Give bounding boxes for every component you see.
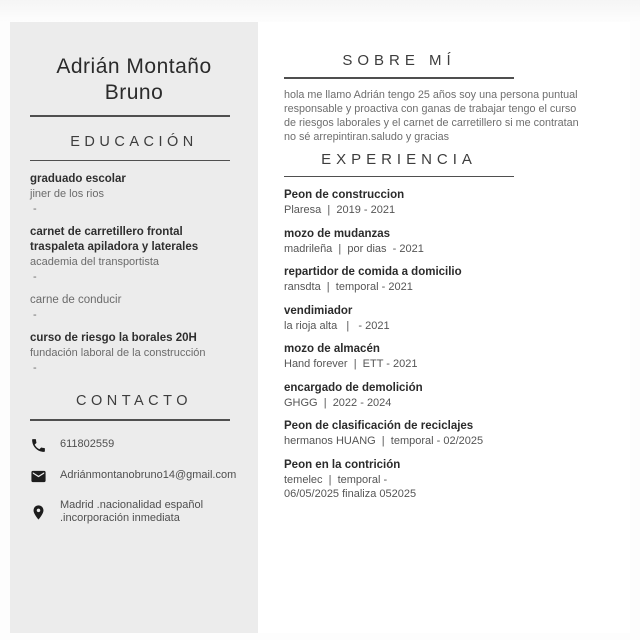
candidate-name: Adrián Montaño Bruno: [56, 55, 212, 104]
experience-detail: Plaresa | 2019 - 2021: [284, 204, 396, 216]
sidebar: [10, 22, 258, 633]
contact-phone-row: [30, 437, 238, 454]
experience-role: Peon de clasificación de reciclajes: [284, 420, 474, 432]
contact-location-line1: Madrid .nacionalidad español: [60, 498, 204, 511]
education-list: [30, 172, 238, 376]
education-entry-title: graduado escolar: [30, 173, 126, 185]
education-entry-subtitle: academia del transportista: [30, 256, 160, 268]
experience-section-title: EXPERIENCIA: [321, 150, 477, 168]
experience-entry: [284, 265, 630, 295]
experience-entry: [284, 419, 630, 449]
experience-detail-line2: 06/05/2025 finaliza 052025: [284, 488, 417, 500]
education-entry: [30, 293, 238, 323]
contact-location-row: [30, 499, 238, 526]
education-entry: [30, 172, 238, 217]
education-entry-note: -: [33, 362, 37, 374]
education-entry-note: -: [33, 203, 37, 215]
resume-sheet: [10, 22, 630, 633]
experience-list: [284, 188, 630, 502]
education-entry-title: carne de conducir: [30, 294, 122, 306]
contact-phone-value: 611802559: [60, 438, 115, 451]
experience-role: Peon de construccion: [284, 189, 405, 201]
experience-entry: [284, 381, 630, 411]
education-section-title: EDUCACIÓN: [70, 133, 198, 150]
experience-entry: [284, 304, 630, 334]
education-entry: [30, 331, 238, 376]
contact-location-value: [60, 499, 203, 526]
experience-detail: hermanos HUANG | temporal - 02/2025: [284, 435, 484, 447]
contact-section-title: CONTACTO: [75, 393, 193, 409]
education-entry: [30, 225, 238, 285]
name-underline: [30, 115, 230, 117]
education-entry-title: carnet de carretillero frontal traspaleta apiladora y laterales: [30, 226, 199, 253]
contact-email-value: Adriánmontanobruno14@gmail.com: [60, 469, 237, 482]
education-entry-note: -: [33, 309, 37, 321]
experience-detail: la rioja alta | - 2021: [284, 319, 390, 332]
experience-role: mozo de mudanzas: [284, 227, 391, 240]
experience-detail: Hand forever | ETT - 2021: [284, 358, 418, 370]
experience-detail: temelec | temporal -: [284, 473, 388, 486]
experience-entry: [284, 342, 630, 372]
experience-role: Peon en la contrición: [284, 458, 401, 471]
about-underline: [284, 77, 514, 79]
education-underline: [30, 160, 230, 162]
contact-email-row: [30, 468, 238, 485]
experience-role: mozo de almacén: [284, 343, 380, 355]
experience-role: repartidor de comida a domicilio: [284, 266, 462, 278]
education-entry-subtitle: jiner de los rios: [30, 188, 104, 200]
education-entry-note: -: [33, 271, 37, 283]
experience-entry: [284, 227, 630, 257]
experience-detail: GHGG | 2022 - 2024: [284, 396, 392, 409]
contact-location-line2: .incorporación inmediata: [60, 512, 180, 524]
about-text: hola me llamo Adrián tengo 25 años soy una persona puntual responsable y proactiva con ganas de trabajar tengo el curso de riesgos laborales y el carnet de carretillero si me contratan no sé arrepintiran.saludo y gracias: [284, 88, 579, 143]
experience-role: vendimiador: [284, 304, 353, 317]
main-column: [258, 22, 630, 633]
experience-detail: ransdta | temporal - 2021: [284, 281, 413, 293]
experience-underline: [284, 176, 514, 178]
about-section-title: SOBRE MÍ: [342, 52, 456, 69]
experience-entry: [284, 188, 630, 218]
contact-underline: [30, 419, 230, 421]
experience-role: encargado de demolición: [284, 381, 423, 394]
phone-icon: [30, 437, 47, 454]
location-icon: [30, 504, 47, 521]
experience-entry: [284, 458, 630, 502]
contact-list: [30, 437, 238, 526]
education-entry-title: curso de riesgo la borales 20H: [30, 332, 197, 344]
experience-detail: madrileña | por dias - 2021: [284, 242, 424, 255]
education-entry-subtitle: fundación laboral de la construcción: [30, 347, 206, 359]
email-icon: [30, 468, 47, 485]
